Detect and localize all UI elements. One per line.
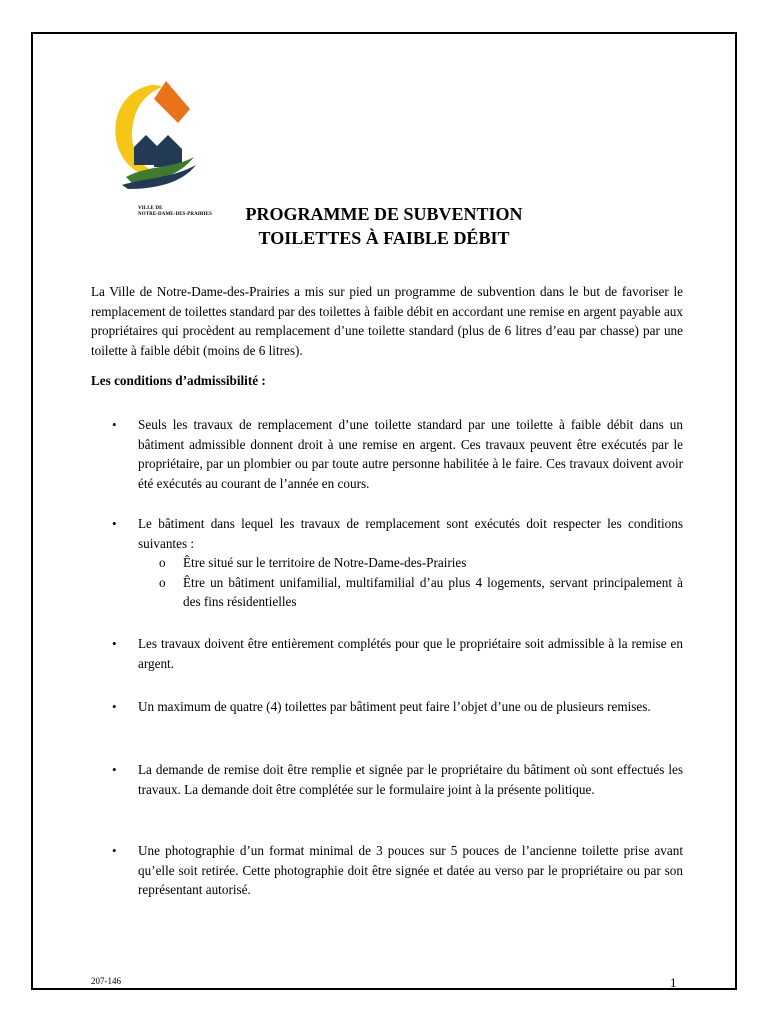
sub-list-item	[138, 573, 683, 612]
list-item-text: Seuls les travaux de remplacement d’une toilette standard par une toilette à faible débit dans un bâtiment admissible donnent droit à une remise en argent. Ces travaux peuvent être exécutés par le propriétaire, par un plombier ou par toute autre personne habilitée à le faire. Ces travaux doivent avoir été exécutés au courant de l’année en cours.	[138, 417, 683, 491]
bullet-marker: •	[112, 843, 117, 858]
list-item-text: Une photographie d’un format minimal de 3 pouces sur 5 pouces de l’ancienne toilette prise avant qu’elle soit retirée. Cette photographie doit être signée et datée au verso par le propriétaire ou par son représentant autorisé.	[138, 843, 683, 897]
list-item	[112, 841, 683, 900]
bullet-marker: •	[112, 417, 117, 432]
town-logo	[108, 79, 218, 217]
document-page	[31, 32, 737, 990]
logo-emblem	[108, 79, 218, 209]
title-line1: PROGRAMME DE SUBVENTION	[245, 204, 523, 224]
list-item-text: La demande de remise doit être remplie et signée par le propriétaire du bâtiment où sont effectués les travaux. La demande doit être complétée sur le formulaire joint à la présente politique.	[138, 762, 683, 797]
page-number: 1	[670, 975, 677, 990]
title-line2: TOILETTES À FAIBLE DÉBIT	[258, 228, 510, 248]
sub-list-item-text: Être situé sur le territoire de Notre-Dame-des-Prairies	[183, 555, 467, 570]
list-item	[112, 415, 683, 493]
page-title	[33, 202, 735, 250]
list-item	[112, 514, 683, 612]
list-item	[112, 760, 683, 799]
sub-list-item-text: Être un bâtiment unifamilial, multifamilial d’au plus 4 logements, servant principalement à des fins résidentielles	[183, 574, 683, 609]
logo-caption-line1: VILLE DE	[138, 206, 163, 211]
bullet-marker: •	[112, 516, 117, 531]
bullet-marker: •	[112, 636, 117, 651]
sub-marker: o	[159, 574, 166, 590]
list-item-text: Les travaux doivent être entièrement complétés pour que le propriétaire soit admissible à la remise en argent.	[138, 636, 683, 671]
intro-paragraph: La Ville de Notre-Dame-des-Prairies a mis sur pied un programme de subvention dans le but de favoriser le remplacement de toilettes standard par des toilettes à faible débit en accordant une remise en argent payable aux propriétaires qui procèdent au remplacement d’une toilette standard (plus de 6 litres d’eau par chasse) par une toilette à faible débit (moins de 6 litres).	[91, 284, 683, 358]
bullet-marker: •	[112, 762, 117, 777]
list-item	[112, 697, 683, 717]
logo-caption-line2: NOTRE-DAME-DES-PRAIRIES	[138, 212, 212, 217]
document-code: 207-146	[91, 976, 121, 986]
sub-marker: o	[159, 555, 166, 570]
list-item-text: Le bâtiment dans lequel les travaux de remplacement sont exécutés doit respecter les conditions suivantes :	[138, 516, 683, 551]
bullet-marker: •	[112, 699, 117, 714]
sub-list-item	[138, 553, 683, 573]
conditions-heading: Les conditions d’admissibilité :	[91, 373, 266, 388]
list-item-text: Un maximum de quatre (4) toilettes par bâtiment peut faire l’objet d’une ou de plusieurs remises.	[138, 699, 651, 714]
list-item	[112, 634, 683, 673]
